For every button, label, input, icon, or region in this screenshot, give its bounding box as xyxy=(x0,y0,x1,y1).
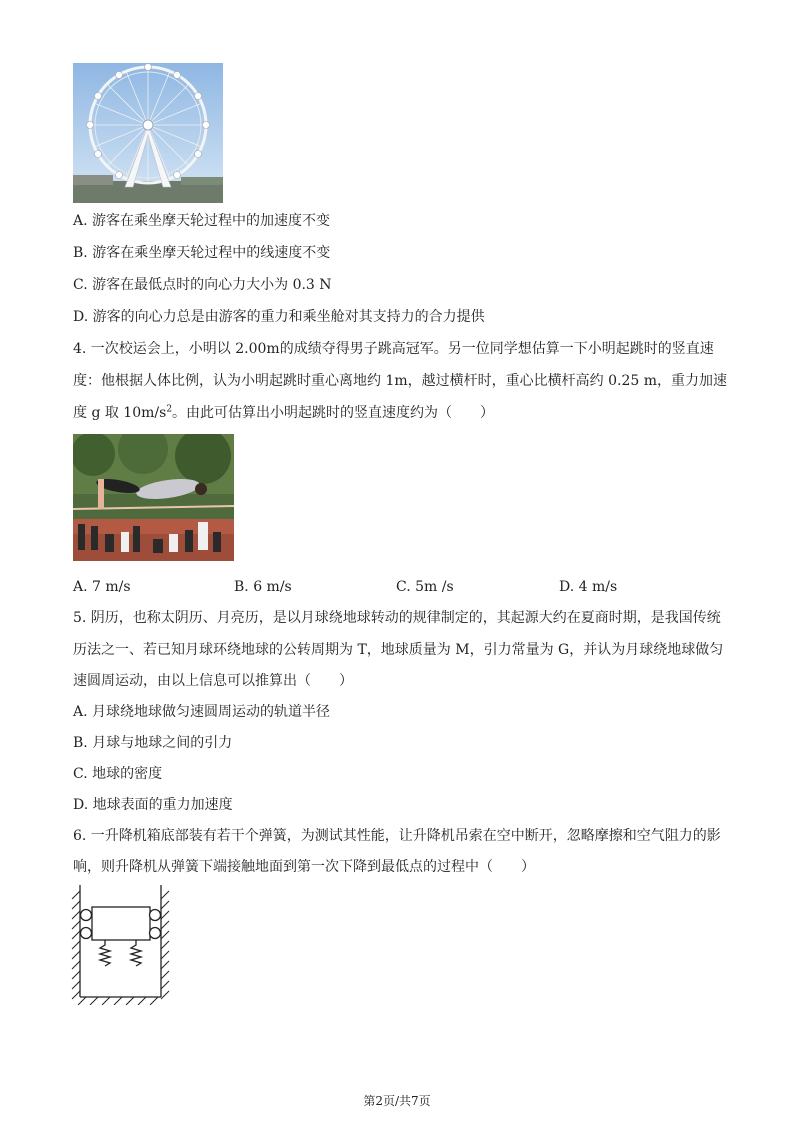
page-number-footer: 第2页/共7页 xyxy=(363,1094,431,1108)
q4-option-c: C. 5m /s xyxy=(396,579,454,595)
q5-stem-line1: 5. 阴历，也称太阴历、月亮历，是以月球绕地球转动的规律制定的，其起源大约在夏商时期，是我国传统 xyxy=(73,610,721,626)
q3-option-c: C. 游客在最低点时的向心力大小为 0.3 N xyxy=(73,277,332,293)
elevator-spring-diagram xyxy=(68,885,174,1005)
q4-option-b: B. 6 m/s xyxy=(234,579,292,595)
q5-stem-line3: 速圆周运动，由以上信息可以推算出（ ） xyxy=(73,673,353,689)
ferris-wheel-photo xyxy=(73,63,223,203)
q4-stem-line1: 4. 一次校运会上，小明以 2.00m的成绩夺得男子跳高冠军。另一位同学想估算一下小明起跳时的竖直速 xyxy=(73,341,714,357)
q4-option-a: A. 7 m/s xyxy=(73,579,131,595)
q3-option-b: B. 游客在乘坐摩天轮过程中的线速度不变 xyxy=(73,245,331,261)
high-jump-photo xyxy=(73,434,234,561)
q5-option-a: A. 月球绕地球做匀速圆周运动的轨道半径 xyxy=(73,704,331,720)
q3-option-d: D. 游客的向心力总是由游客的重力和乘坐舱对其支持力的合力提供 xyxy=(73,309,485,325)
q5-option-d: D. 地球表面的重力加速度 xyxy=(73,797,233,813)
q4-stem-line2: 度：他根据人体比例，认为小明起跳时重心离地约 1m，越过横杆时，重心比横杆高约 0.25 m，重力加速 xyxy=(73,373,727,389)
q6-stem-line1: 6. 一升降机箱底部装有若干个弹簧，为测试其性能，让升降机吊索在空中断开，忽略摩擦和空气阻力的影 xyxy=(73,828,721,844)
q5-stem-line2: 历法之一、若已知月球环绕地球的公转周期为 T，地球质量为 M，引力常量为 G，并认为月球绕地球做匀 xyxy=(73,642,724,658)
q6-stem-line2: 响，则升降机从弹簧下端接触地面到第一次下降到最低点的过程中（ ） xyxy=(73,859,535,875)
q4-stem-line3-b: 。由此可估算出小明起跳时的竖直速度约为（ ） xyxy=(172,405,495,421)
q4-stem-line3-a: 度 g 取 10m/s xyxy=(73,405,167,421)
q4-stem-line3 xyxy=(73,403,494,423)
q4-stem-line3-sup: 2 xyxy=(166,404,173,415)
q5-option-b: B. 月球与地球之间的引力 xyxy=(73,735,233,751)
q5-option-c: C. 地球的密度 xyxy=(73,766,163,782)
q3-option-a: A. 游客在乘坐摩天轮过程中的加速度不变 xyxy=(73,213,331,229)
q4-option-d: D. 4 m/s xyxy=(559,579,618,595)
